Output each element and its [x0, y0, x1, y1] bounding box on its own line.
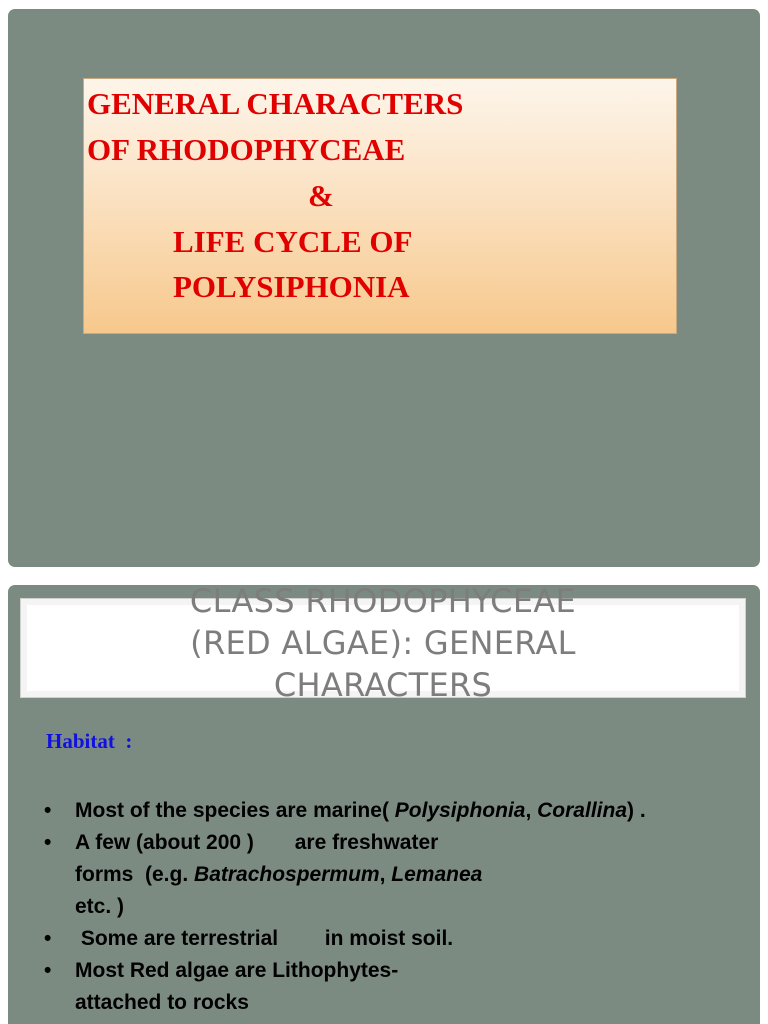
title-line: POLYSIPHONIA	[173, 269, 410, 304]
slide-heading	[20, 585, 746, 706]
list-item-text: attached to rocks	[75, 991, 249, 1014]
bullet-icon: •	[44, 959, 52, 982]
heading-line: CHARACTERS	[273, 666, 493, 704]
habitat-label: Habitat :	[46, 729, 133, 753]
species-name: Lemanea	[391, 863, 483, 886]
content-slide	[8, 585, 760, 1024]
title-line: LIFE CYCLE OF	[173, 224, 413, 259]
list-item-text: Most Red algae are Lithophytes-	[75, 959, 399, 982]
species-name: Corallina	[537, 799, 627, 822]
list-item-text: etc. )	[75, 895, 125, 918]
title-box	[83, 78, 677, 334]
title-line: GENERAL CHARACTERS	[87, 86, 464, 121]
title-slide	[8, 9, 760, 567]
list-item-text: forms (e.g. Batrachospermum, Lemanea	[75, 863, 483, 886]
bullet-icon: •	[44, 799, 52, 822]
title-line: OF RHODOPHYCEAE	[87, 132, 406, 167]
species-name: Batrachospermum	[194, 863, 380, 886]
heading-line: (RED ALGAE): GENERAL	[190, 624, 576, 662]
heading-line: CLASS RHODOPHYCEAE	[189, 585, 577, 620]
list-item-text: A few (about 200 ) are freshwater	[75, 831, 439, 854]
species-name: Polysiphonia	[394, 799, 526, 822]
list-item-text: Most of the species are marine( Polysiphonia, Corallina) .	[75, 799, 646, 822]
list-item-text: Some are terrestrial in moist soil.	[75, 927, 454, 950]
bullet-icon: •	[44, 927, 52, 950]
title-ampersand: &	[308, 178, 334, 213]
bullet-icon: •	[44, 831, 52, 854]
